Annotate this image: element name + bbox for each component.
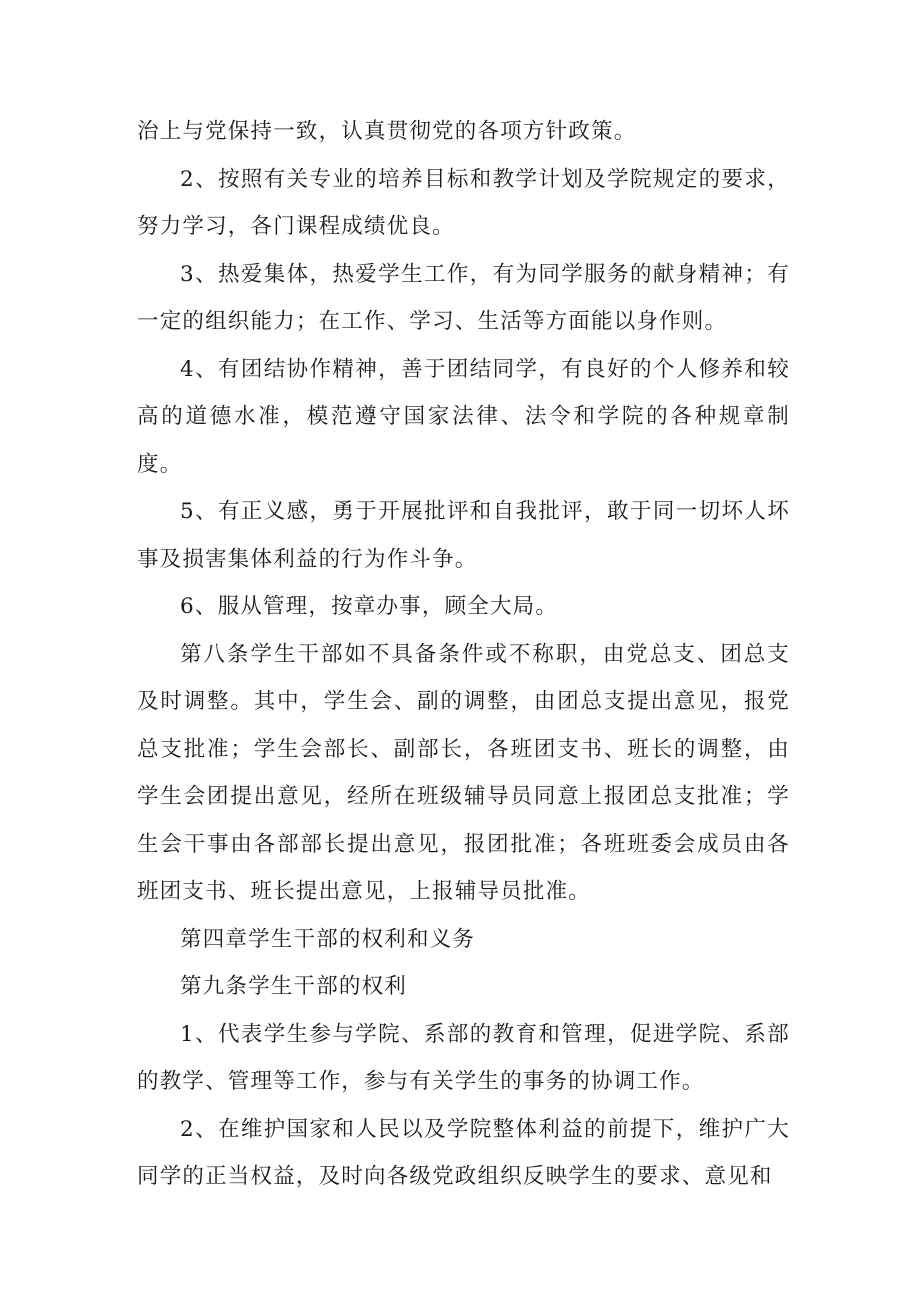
document-page (137, 108, 790, 1201)
paragraph-right-1: 1、代表学生参与学院、系部的教育和管理，促进学院、系部的教学、管理等工作，参与有关学生的事务的协调工作。 (137, 1021, 790, 1094)
paragraph-right-2: 2、在维护国家和人民以及学院整体利益的前提下，维护广大同学的正当权益，及时向各级党政组织反映学生的要求、意见和 (137, 1116, 790, 1189)
paragraph-item-4: 4、有团结协作精神，善于团结同学，有良好的个人修养和较高的道德水准，模范遵守国家法律、法令和学院的各种规章制度。 (137, 356, 790, 477)
paragraph-item-3: 3、热爱集体，热爱学生工作，有为同学服务的献身精神；有一定的组织能力；在工作、学习、生活等方面能以身作则。 (137, 261, 790, 334)
paragraph-continuation: 治上与党保持一致，认真贯彻党的各项方针政策。 (137, 119, 637, 144)
article-9-heading: 第九条学生干部的权利 (180, 974, 408, 999)
paragraph-article-8: 第八条学生干部如不具备条件或不称职，由党总支、团总支及时调整。其中，学生会、副的调整，由团总支提出意见，报党总支批准；学生会部长、副部长，各班团支书、班长的调整，由学生会团提出意见，经所在班级辅导员同意上报团总支批准；学生会干事由各部部长提出意见，报团批准；各班班委会成员由各班团支书、班长提出意见，上报辅导员批准。 (137, 641, 790, 904)
paragraph-item-5: 5、有正义感，勇于开展批评和自我批评，敢于同一切坏人坏事及损害集体利益的行为作斗争。 (137, 499, 790, 572)
paragraph-item-6: 6、服从管理，按章办事，顾全大局。 (180, 594, 559, 619)
paragraph-item-2: 2、按照有关专业的培养目标和教学计划及学院规定的要求，努力学习，各门课程成绩优良。 (137, 166, 790, 239)
chapter-heading: 第四章学生干部的权利和义务 (180, 926, 476, 952)
